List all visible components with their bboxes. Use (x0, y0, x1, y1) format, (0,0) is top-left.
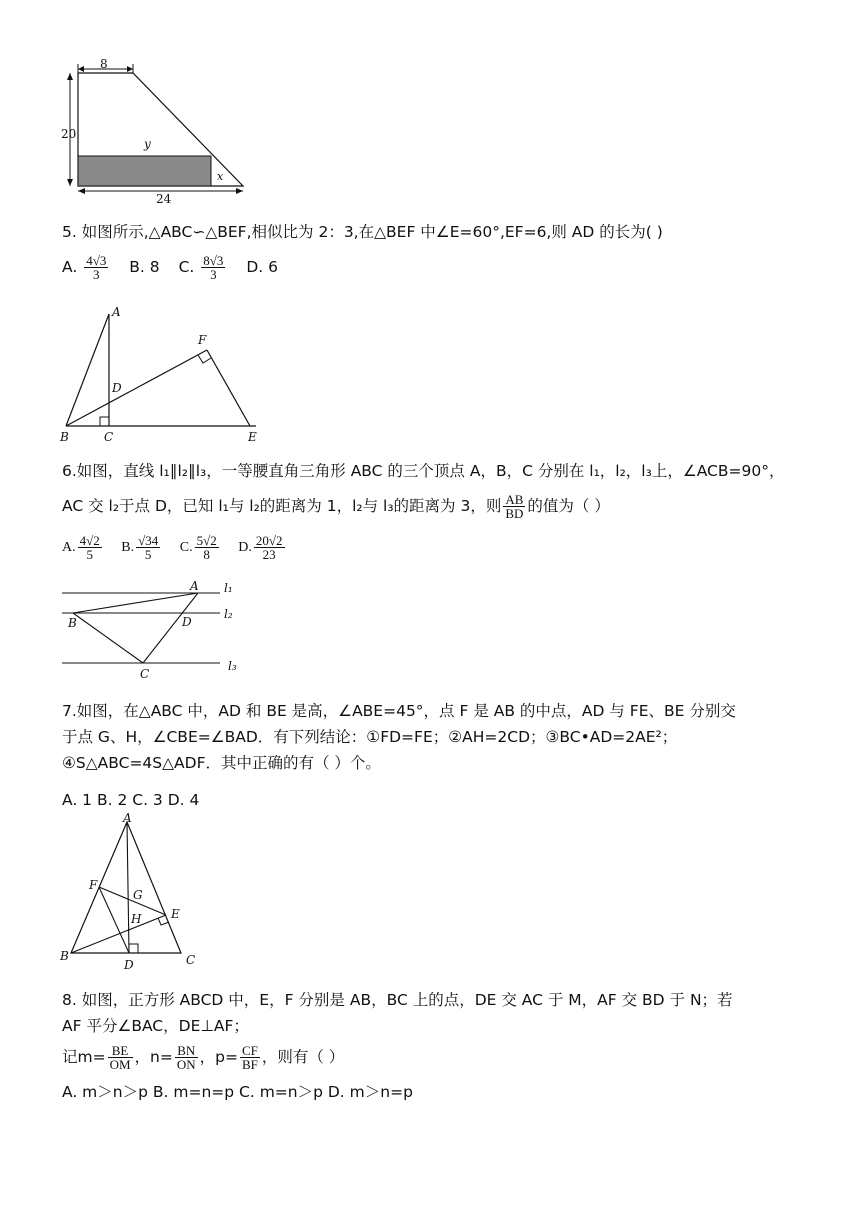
label-D: D (182, 615, 192, 629)
q5-option-d: D. 6 (246, 258, 278, 276)
label-E: E (248, 430, 257, 444)
q7-line2: 于点 G、H，∠CBE=∠BAD．有下列结论：①FD=FE；②AH=2CD；③BC•AD=2AE²； (62, 728, 678, 746)
label-C: C (104, 430, 114, 444)
trapezoid-figure (58, 58, 258, 208)
label-l1: l₁ (224, 581, 233, 595)
q8-line1: 8. 如图，正方形 ABCD 中，E，F 分别是 AB，BC 上的点，DE 交 AC 于 M，AF 交 BD 于 N；若 (62, 991, 733, 1009)
label-C: C (140, 667, 150, 681)
label-x: x (217, 170, 224, 183)
q5-option-a: A. $\frac{4√3}{3}$ (62, 253, 107, 282)
q7-line3: ④S△ABC=4S△ADF．其中正确的有（ ）个。 (62, 754, 381, 772)
label-A: A (123, 811, 132, 825)
p-fraction: $\frac{CF}{BF}$ (241, 1043, 258, 1072)
label-F: F (89, 878, 98, 892)
q6-option-b: B. $\frac{√34}{5}$ (121, 533, 159, 563)
label-B: B (60, 949, 69, 963)
label-A: A (190, 579, 199, 593)
label-H: H (131, 912, 142, 926)
q5-text: 5. 如图所示,△ABC∽△BEF,相似比为 2：3,在△BEF 中∠E=60°,EF=6,则 AD 的长为( ) (62, 223, 663, 241)
label-F: F (198, 333, 207, 347)
q6-option-d: D. $\frac{20√2}{23}$ (238, 533, 283, 563)
label-D: D (112, 381, 122, 395)
n-fraction: $\frac{BN}{ON}$ (176, 1043, 196, 1072)
label-B: B (68, 616, 77, 630)
q6-option-c: C. $\frac{5√2}{8}$ (179, 533, 217, 563)
label-left-20: 20 (61, 127, 77, 141)
q5-triangle-figure (58, 302, 268, 447)
label-A: A (112, 305, 121, 319)
label-top-8: 8 (100, 58, 108, 71)
label-G: G (133, 888, 143, 902)
label-bottom-24: 24 (156, 192, 172, 206)
label-l2: l₂ (224, 607, 233, 621)
q6-line1: 6.如图，直线 l₁∥l₂∥l₃，一等腰直角三角形 ABC 的三个顶点 A，B，C 分别在 l₁，l₂，l₃上，∠ACB=90°， (62, 462, 785, 480)
q8-options: A. m＞n＞p B. m=n=p C. m=n＞p D. m＞n=p (62, 1083, 413, 1101)
label-D: D (124, 958, 134, 970)
label-l3: l₃ (228, 659, 237, 673)
q6-options (62, 530, 301, 566)
q6-parallel-lines-figure (58, 578, 258, 683)
label-C: C (186, 953, 196, 967)
q5-option-b: B. 8 (129, 258, 160, 276)
m-fraction: $\frac{BE}{OM}$ (109, 1043, 131, 1072)
q5-options (62, 249, 292, 285)
q5-option-c: C. $\frac{8√3}{3}$ (178, 253, 224, 282)
q6-line2: AC 交 l₂于点 D，已知 l₁与 l₂的距离为 1，l₂与 l₃的距离为 3，则 $\frac{AB}{BD}$ 的值为（ ） (62, 492, 610, 521)
q8-line2: AF 平分∠BAC，DE⊥AF； (62, 1017, 249, 1035)
label-B: B (60, 430, 69, 444)
label-y: y (144, 137, 151, 151)
q8-line3: 记m= $\frac{BE}{OM}$ ，n= $\frac{BN}{ON}$ ，p= $\frac{CF}{BF}$ ，则有（ ） (62, 1043, 345, 1072)
q7-options: A. 1 B. 2 C. 3 D. 4 (62, 791, 200, 809)
q6-option-a: A. $\frac{4√2}{5}$ (62, 533, 100, 563)
q7-triangle-figure (58, 810, 218, 970)
q7-line1: 7.如图，在△ABC 中，AD 和 BE 是高，∠ABE=45°，点 F 是 AB 的中点，AD 与 FE、BE 分别交 (62, 702, 736, 720)
label-E: E (171, 907, 180, 921)
